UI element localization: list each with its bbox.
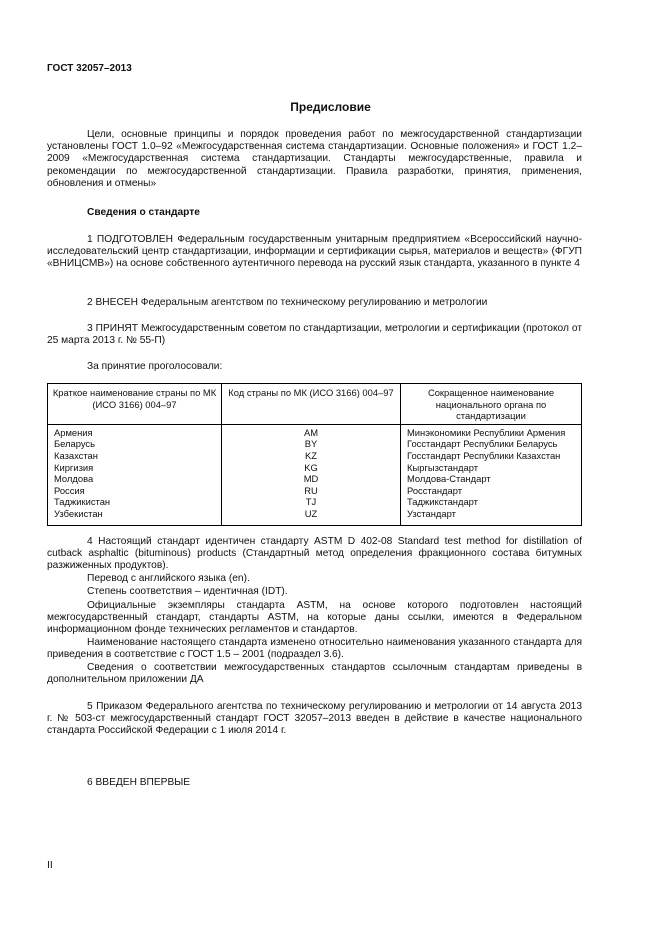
vote-caption: За принятие проголосовали: [87,361,223,372]
item-4-translation: Перевод с английского языка (en). [87,573,250,584]
country-code: MD [222,473,401,485]
header-country-code: Код страны по МК (ИСО 3166) 004–97 [222,384,401,425]
country-name: Узбекистан [48,508,222,525]
country-code: UZ [222,508,401,525]
country-code: AM [222,424,401,438]
table-row [48,438,582,450]
standards-body: Кыргызстандарт [401,462,582,474]
standards-body: Госстандарт Республики Казахстан [401,450,582,462]
item-4-identical: 4 Настоящий стандарт идентичен стандарту ASTM D 402-08 Standard test method for distillation of cutback asphaltic (bituminous) products (Стандартный метод определения фракционного состава битумных разжиженных продуктов). [47,536,582,572]
item-6-first-introduced: 6 ВВЕДЕН ВПЕРВЫЕ [87,777,191,788]
section-heading: Сведения о стандарте [87,207,200,218]
country-name: Россия [48,485,222,497]
country-code: KZ [222,450,401,462]
item-3-adopted: 3 ПРИНЯТ Межгосударственным советом по стандартизации, метрологии и сертификации (протокол от 25 марта 2013 г. № 55-П) [47,323,582,347]
table-row [48,424,582,438]
item-4-name-change: Наименование настоящего стандарта изменено относительно наименования указанного стандарта для приведения в соответствие с ГОСТ 1.5 – 2001 (подраздел 3.6). [47,637,582,661]
item-1-prepared: 1 ПОДГОТОВЛЕН Федеральным государственным унитарным предприятием «Всероссийский научно-исследовательский центр стандартизации, информации и сертификации сырья, материалов и веществ» (ФГУП «ВНИЦСМВ») на основе собственного аутентичного перевода на русский язык стандарта, указанного в пункте 4 [47,234,582,270]
country-code: TJ [222,496,401,508]
intro-paragraph: Цели, основные принципы и порядок проведения работ по межгосударственной стандартизации установлены ГОСТ 1.0–92 «Межгосударственная система стандартизации. Основные положения» и ГОСТ 1.2–2009 «Межгосударственная система стандартизации. Стандарты межгосударственные, правила и рекомендации по межгосударственной стандартизации. Правила разработки, принятия, применения, обновления и отмены» [47,129,582,189]
country-code: BY [222,438,401,450]
table-header-row [48,384,582,425]
table-row [48,473,582,485]
country-name: Молдова [48,473,222,485]
table-row [48,450,582,462]
standards-body: Таджикстандарт [401,496,582,508]
page-number: II [47,859,53,871]
country-name: Таджикистан [48,496,222,508]
item-4-degree: Степень соответствия – идентичная (IDT). [87,586,288,597]
voting-countries-table [47,383,582,526]
country-code: RU [222,485,401,497]
country-name: Казахстан [48,450,222,462]
standards-body: Госстандарт Республики Беларусь [401,438,582,450]
standards-body: Минэкономики Республики Армения [401,424,582,438]
table-row [48,462,582,474]
country-name: Беларусь [48,438,222,450]
page-title: Предисловие [290,100,371,114]
country-name: Киргизия [48,462,222,474]
header-standards-body: Сокращенное наименование национального органа по стандартизации [401,384,582,425]
country-name: Армения [48,424,222,438]
table-row [48,485,582,497]
country-code: KG [222,462,401,474]
table-row [48,508,582,525]
item-2-introduced: 2 ВНЕСЕН Федеральным агентством по техническому регулированию и метрологии [87,297,488,308]
item-5-order: 5 Приказом Федерального агентства по техническому регулированию и метрологии от 14 августа 2013 г. № 503-ст межгосударственный стандарт ГОСТ 32057–2013 введен в действие в качестве национального стандарта Российской Федерации с 1 июля 2014 г. [47,701,582,737]
standards-body: Росстандарт [401,485,582,497]
table-row [48,496,582,508]
standards-body: Молдова-Стандарт [401,473,582,485]
standards-body: Узстандарт [401,508,582,525]
item-4-official-copies: Официальные экземпляры стандарта ASTM, на основе которого подготовлен настоящий межгосударственный стандарт, стандарты ASTM, на которые даны ссылки, имеются в Федеральном информационном фонде технических регламентов и стандартов. [47,600,582,636]
item-4-appendix: Сведения о соответствии межгосударственных стандартов ссылочным стандартам приведены в дополнительном приложении ДА [47,662,582,686]
document-code: ГОСТ 32057–2013 [47,63,132,74]
header-country-name: Краткое наименование страны по МК (ИСО 3166) 004–97 [48,384,222,425]
